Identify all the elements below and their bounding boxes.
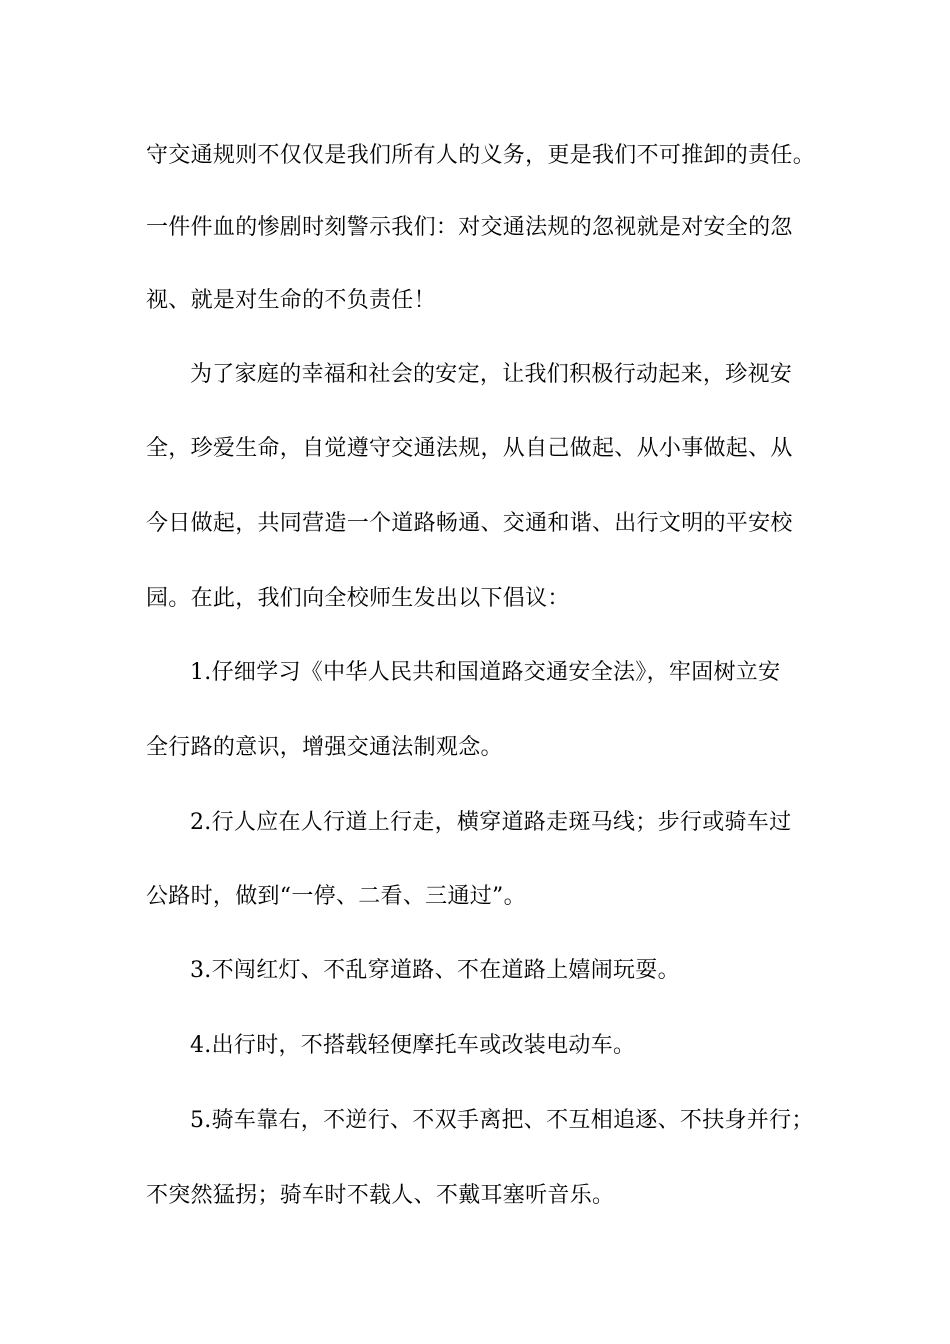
text-line: 全，珍爱生命，自觉遵守交通法规，从自己做起、从小事做起、从 bbox=[146, 436, 793, 461]
text-line: 全行路的意识，增强交通法制观念。 bbox=[146, 735, 503, 760]
list-item-5: 5.骑车靠右，不逆行、不双手离把、不互相追逐、不扶身并行； bbox=[190, 1108, 814, 1133]
text-line: 一件件血的惨剧时刻警示我们：对交通法规的忽视就是对安全的忽 bbox=[146, 215, 793, 240]
text-line: 今日做起，共同营造一个道路畅通、交通和谐、出行文明的平安校 bbox=[146, 511, 793, 536]
text-line: 不突然猛拐；骑车时不载人、不戴耳塞听音乐。 bbox=[146, 1183, 615, 1208]
text-line: 园。在此，我们向全校师生发出以下倡议： bbox=[146, 586, 570, 611]
text-line: 公路时，做到“一停、二看、三通过”。 bbox=[146, 884, 526, 909]
list-item-2: 2.行人应在人行道上行走，横穿道路走斑马线；步行或骑车过 bbox=[190, 810, 792, 835]
list-item-1: 1.仔细学习《中华人民共和国道路交通安全法》，牢固树立安 bbox=[190, 660, 781, 685]
list-item-3: 3.不闯红灯、不乱穿道路、不在道路上嬉闹玩耍。 bbox=[190, 958, 680, 983]
text-line: 守交通规则不仅仅是我们所有人的义务，更是我们不可推卸的责任。 bbox=[146, 143, 816, 168]
paragraph-start: 为了家庭的幸福和社会的安定，让我们积极行动起来，珍视安 bbox=[190, 362, 793, 387]
list-item-4: 4.出行时，不搭载轻便摩托车或改装电动车。 bbox=[190, 1033, 636, 1058]
text-line: 视、就是对生命的不负责任！ bbox=[146, 288, 436, 313]
